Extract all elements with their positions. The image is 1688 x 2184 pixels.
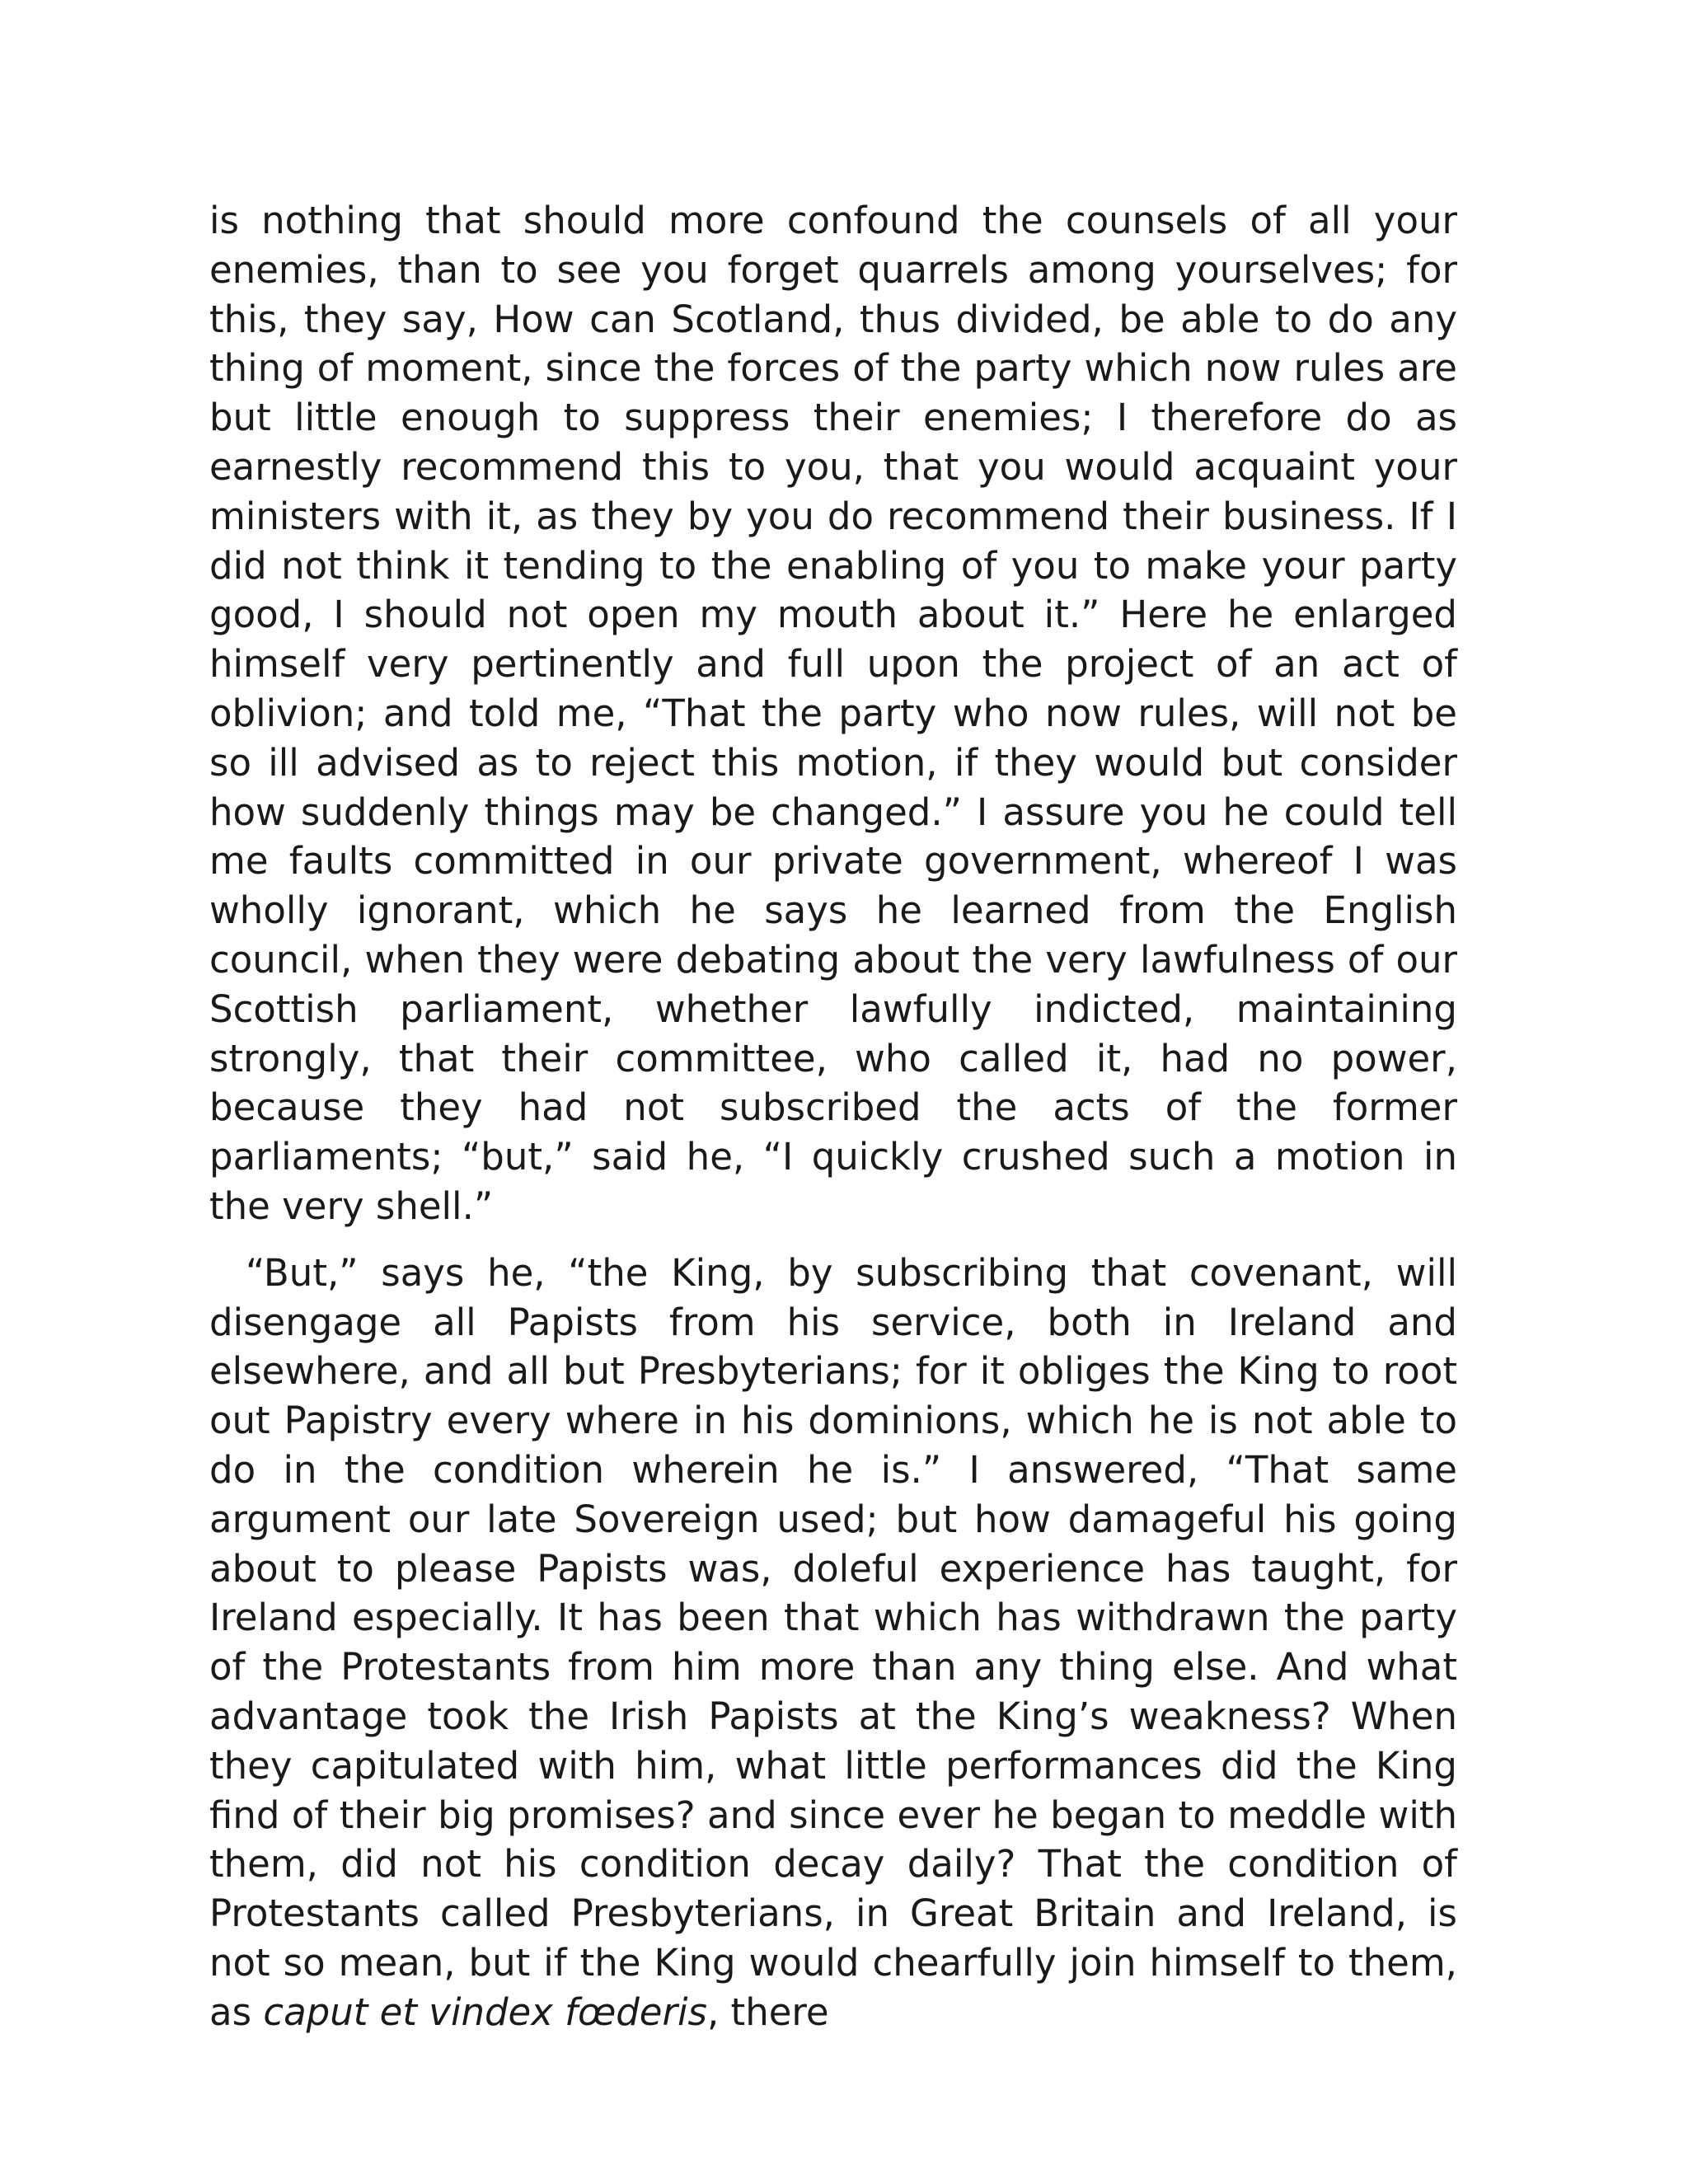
paragraph-2-text: “But,” says he, “the King, by subscribing that covenant, will disengage all Papists from his service, both in Ireland and elsewhere, and all but Presbyterians; for it obliges the King to root out Papistry every where in his dominions, which he is not able to do in the condition wherein he is.” I answered, “That same argument our late Sovereign used; but how damageful his going about to please Papists was, doleful experience has taught, for Ireland especially. It has been that which has withdrawn the party of the Protestants from him more than any thing else. And what advantage took the Irish Papists at the King’s weakness? When they capitulated with him, what little performances did the King find of their big promises? and since ever he began to meddle with them, did not his condition decay daily? That the condition of Protestants called Presbyterians, in Great Britain and Ireland, is not so mean, but if the King would chearfully join himself to them, as: [209, 1250, 1457, 2034]
paragraph-1: [209, 196, 1457, 1231]
latin-phrase: caput et vindex fœderis: [263, 1990, 707, 2034]
paragraph-1-text: is nothing that should more confound the counsels of all your enemies, than to see you forget quarrels among yourselves; for this, they say, How can Scotland, thus divided, be able to do any thing of moment, since the forces of the party which now rules are but little enough to suppress their enemies; I therefore do as earnestly recommend this to you, that you would acquaint your ministers with it, as they by you do recommend their business. If I did not think it tending to the enabling of you to make your party good, I should not open my mouth about it.” Here he enlarged himself very pertinently and full upon the project of an act of oblivion; and told me, “That the party who now rules, will not be so ill advised as to reject this motion, if they would but consider how suddenly things may be changed.” I assure you he could tell me faults committed in our private government, whereof I was wholly ignorant, which he says he learned from the English council, when they were debating about the very lawfulness of our Scottish parliament, whether lawfully indicted, maintaining strongly, that their committee, who called it, had no power, because they had not subscribed the acts of the former parliaments; “but,” said he, “I quickly crushed such a motion in the very shell.”: [209, 199, 1457, 1228]
paragraph-2-text-end: , there: [706, 1990, 829, 2034]
body-text: [209, 196, 1457, 2036]
paragraph-2: [209, 1249, 1457, 2037]
